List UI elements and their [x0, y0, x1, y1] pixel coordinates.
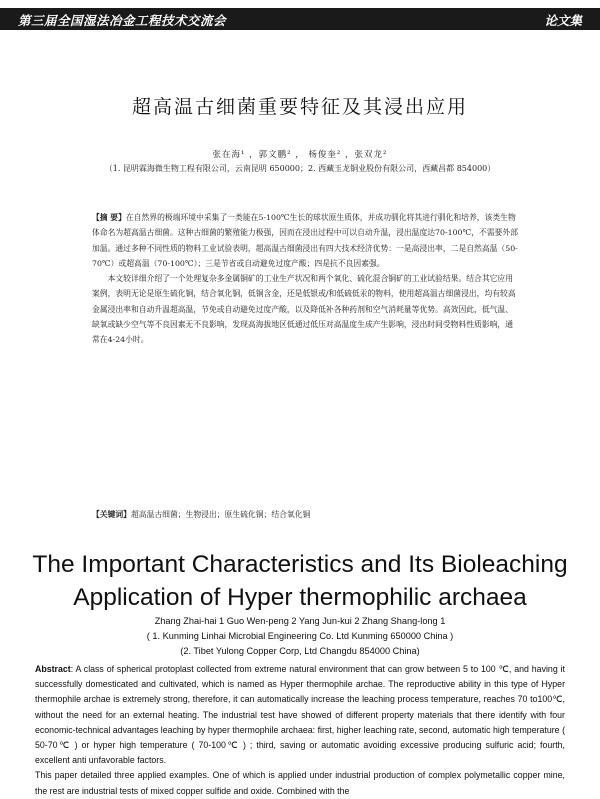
english-affiliation-2: (2. Tibet Yulong Copper Corp, Ltd Changdu 854000 China)	[180, 646, 420, 656]
english-abstract	[35, 662, 565, 799]
english-title	[0, 548, 600, 614]
chinese-abstract-text-1: 在自然界的极端环境中采集了一类能在5-100℃生长的球状原生质体，并成功驯化将其进行驯化和培养，该类生物体命名为超高温古细菌。这种古细菌的繁殖能力极强，因而在浸出过程中可以自动升温，浸出温度达70-100℃，不需要外部加温。通过多种不同性质的物料工业试验表明，超高温古细菌浸出有四大技术经济优势：一是高浸出率，二是自然高温（50-70℃）或超高温（70-100℃）；三是节省或自动避免过度产酸；四是抗不良因素强。	[92, 213, 518, 268]
chinese-affiliation: （1. 昆明霖海微生物工程有限公司，云南昆明 650000；2. 西藏玉龙铜业股份有限公司，西藏昌都 854000）	[104, 164, 496, 173]
english-title-line-1: The Important Characteristics and Its Bioleaching	[32, 551, 568, 578]
english-abstract-text-1: : A class of spherical protoplast collected from extreme natural environment that can grow between 5 to 100 ℃, and having it successfully domesticated and cultivated, which is named as Hyper thermophile archae. The reproductive ability in this type of Hyper thermophile archae is extremely strong, therefore, it can automatically increase the leaching process temperature, reaches 70 to100℃, without the need for an external heating. The industrial test have showed of different property materials that there identify with four economic-technical advantages leaching by hyper thermophile archaea: first, higher leaching rate, second, automatic high temperature ( 50-70℃ ) or hyper high temperature ( 70-100℃ ) ; third, saving or automatic avoiding excessive producing sulfuric acid; fourth, excellent anti unfavorable factors.	[35, 664, 565, 766]
english-authors: Zhang Zhai-hai 1 Guo Wen-peng 2 Yang Jun-kui 2 Zhang Shang-long 1	[154, 616, 446, 626]
english-abstract-label: Abstract	[35, 664, 71, 674]
chinese-abstract-para-2: 本文较详细介绍了一个处理复杂多金属铜矿的工业生产状况和两个氧化、硫化混合铜矿的工业试验结果。结合其它应用案例，表明无论是原生硫化铜，结合氧化铜，低铜含金，还是低银或/和低硫低汞的物料，使用超高温古细菌浸出，均有较高金属浸出率和自动升温超高温，节免或自动避免过度产酸，以及降低补各种药剂和空气消耗量等优势。高效因此，低气温、缺氧或缺少空气等不良因素无不良影响，发现高海拔地区低通过低压对高温度生成产生影响，浸出时间受物料性质影响，通常在4-24小时。	[92, 274, 516, 345]
chinese-title: 超高温古细菌重要特征及其浸出应用	[131, 96, 468, 118]
chinese-keywords-label: 【关键词】	[92, 510, 131, 519]
section-label: 论文集	[544, 13, 582, 28]
chinese-keywords	[92, 509, 532, 520]
chinese-keywords-text: 超高温古细菌；生物浸出；原生硫化铜；结合氧化铜	[130, 510, 311, 519]
english-affiliation-1: ( 1. Kunming Linhai Microbial Engineering Co. Ltd Kunming 650000 China )	[146, 631, 454, 641]
chinese-abstract-para-1	[92, 210, 520, 271]
chinese-abstract	[92, 210, 520, 348]
conference-name: 第三届全国湿法冶金工程技术交流会	[18, 13, 227, 28]
chinese-authors: 张在海¹ ，郭文鹏² ， 杨俊奎² ，张双龙²	[212, 150, 388, 160]
english-abstract-para-1	[35, 662, 565, 768]
english-title-line-2: Application of Hyper thermophilic archaea	[73, 584, 527, 611]
chinese-abstract-label: 【摘 要】	[92, 213, 126, 222]
running-header	[0, 8, 600, 30]
english-abstract-para-2: This paper detailed three applied examples. One of which is applied under industrial production of complex polymetallic copper mine, the rest are industrial tests of mixed copper sulfide and oxide. Combined with the	[35, 770, 565, 796]
english-authors-block	[0, 614, 600, 659]
